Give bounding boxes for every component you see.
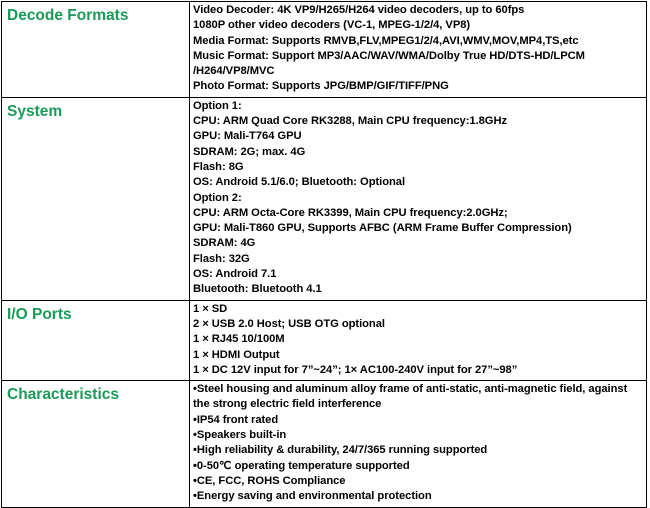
spec-label-cell bbox=[2, 381, 190, 507]
spec-line: Photo Format: Supports JPG/BMP/GIF/TIFF/PNG bbox=[193, 80, 449, 93]
spec-value-cell bbox=[190, 2, 647, 98]
spec-row bbox=[2, 300, 647, 380]
spec-line: 1 × SD bbox=[193, 302, 228, 315]
spec-line: GPU: Mali-T860 GPU, Supports AFBC (ARM Frame Buffer Compression) bbox=[193, 222, 572, 235]
spec-line: •0-50℃ operating temperature supported bbox=[193, 459, 410, 472]
spec-line: OS: Android 7.1 bbox=[193, 268, 277, 281]
spec-line: 1080P other video decoders (VC-1, MPEG-1/2/4, VP8) bbox=[193, 19, 471, 32]
spec-value-lines bbox=[190, 301, 646, 380]
spec-line: •High reliability & durability, 24/7/365 running supported bbox=[193, 444, 488, 457]
spec-line: GPU: Mali-T764 GPU bbox=[193, 130, 302, 143]
spec-line: •Energy saving and environmental protection bbox=[193, 490, 432, 503]
spec-row bbox=[2, 381, 647, 507]
section-label: Characteristics bbox=[7, 386, 120, 404]
spec-line: SDRAM: 4G bbox=[193, 237, 256, 250]
spec-line: Option 2: bbox=[193, 191, 242, 204]
spec-line: CPU: ARM Quad Core RK3288, Main CPU frequency:1.8GHz bbox=[193, 115, 508, 128]
spec-value-cell bbox=[190, 381, 647, 507]
section-label: I/O Ports bbox=[7, 305, 72, 323]
spec-row bbox=[2, 97, 647, 300]
spec-line: Flash: 32G bbox=[193, 252, 250, 265]
spec-label-cell bbox=[2, 2, 190, 98]
spec-row bbox=[2, 2, 647, 98]
spec-line: 1 × HDMI Output bbox=[193, 348, 280, 361]
section-label: System bbox=[7, 102, 63, 120]
spec-line: /H264/VP8/MVC bbox=[193, 65, 275, 78]
spec-label-cell bbox=[2, 97, 190, 300]
spec-line: the strong electric field interference bbox=[193, 398, 382, 411]
spec-line: Video Decoder: 4K VP9/H265/H264 video decoders, up to 60fps bbox=[193, 4, 525, 16]
spec-line: •Steel housing and aluminum alloy frame of anti-static, anti-magnetic field, against bbox=[193, 383, 628, 396]
spec-line: Bluetooth: Bluetooth 4.1 bbox=[193, 283, 322, 296]
spec-line: 1 × DC 12V input for 7”~24”; 1× AC100-240V input for 27”~98” bbox=[193, 363, 518, 376]
spec-line: •IP54 front rated bbox=[193, 413, 279, 426]
section-label: Decode Formats bbox=[7, 7, 129, 24]
spec-value-lines bbox=[190, 2, 646, 97]
spec-line: Flash: 8G bbox=[193, 160, 244, 173]
spec-table bbox=[1, 1, 647, 508]
spec-line: CPU: ARM Octa-Core RK3399, Main CPU frequency:2.0GHz; bbox=[193, 206, 508, 219]
spec-label-cell bbox=[2, 300, 190, 380]
spec-line: •CE, FCC, ROHS Compliance bbox=[193, 474, 346, 487]
spec-value-cell bbox=[190, 97, 647, 300]
spec-table-body bbox=[2, 2, 647, 508]
spec-line: •Speakers built-in bbox=[193, 429, 287, 442]
spec-line: 2 × USB 2.0 Host; USB OTG optional bbox=[193, 317, 385, 330]
spec-line: OS: Android 5.1/6.0; Bluetooth: Optional bbox=[193, 176, 406, 189]
spec-line: SDRAM: 2G; max. 4G bbox=[193, 145, 306, 158]
spec-line: 1 × RJ45 10/100M bbox=[193, 333, 285, 346]
spec-line: Option 1: bbox=[193, 99, 242, 112]
spec-line: Music Format: Support MP3/AAC/WAV/WMA/Dolby True HD/DTS-HD/LPCM bbox=[193, 49, 585, 62]
spec-value-cell bbox=[190, 300, 647, 380]
spec-value-lines bbox=[190, 98, 646, 300]
spec-line: Media Format: Supports RMVB,FLV,MPEG1/2/4,AVI,WMV,MOV,MP4,TS,etc bbox=[193, 34, 579, 47]
